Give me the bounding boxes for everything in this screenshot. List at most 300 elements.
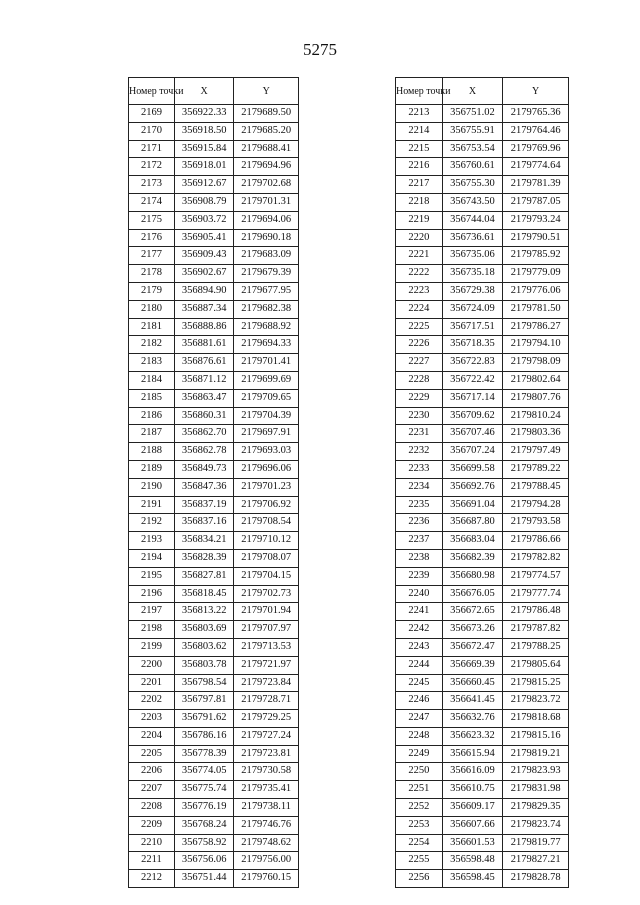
y-cell: 2179694.33 xyxy=(234,336,299,354)
point-number-cell: 2182 xyxy=(129,336,175,354)
y-cell: 2179803.36 xyxy=(503,425,569,443)
y-cell: 2179748.62 xyxy=(234,834,299,852)
header-point-number: Номер точки xyxy=(396,78,443,105)
table-row xyxy=(396,603,569,621)
x-cell: 356736.61 xyxy=(442,229,503,247)
point-number-cell: 2215 xyxy=(396,140,443,158)
point-number-cell: 2222 xyxy=(396,265,443,283)
point-number-cell: 2201 xyxy=(129,674,175,692)
header-x: X xyxy=(174,78,234,105)
x-cell: 356834.21 xyxy=(174,532,234,550)
point-number-cell: 2196 xyxy=(129,585,175,603)
table-row xyxy=(129,140,299,158)
point-number-cell: 2194 xyxy=(129,549,175,567)
table-row xyxy=(129,532,299,550)
y-cell: 2179810.24 xyxy=(503,407,569,425)
table-row xyxy=(396,371,569,389)
point-number-cell: 2191 xyxy=(129,496,175,514)
x-cell: 356751.44 xyxy=(174,870,234,888)
point-number-cell: 2240 xyxy=(396,585,443,603)
x-cell: 356669.39 xyxy=(442,656,503,674)
table-row xyxy=(396,389,569,407)
table-row xyxy=(129,389,299,407)
x-cell: 356699.58 xyxy=(442,460,503,478)
table-row xyxy=(129,443,299,461)
table-row xyxy=(396,799,569,817)
x-cell: 356717.14 xyxy=(442,389,503,407)
y-cell: 2179701.94 xyxy=(234,603,299,621)
x-cell: 356876.61 xyxy=(174,354,234,372)
y-cell: 2179706.92 xyxy=(234,496,299,514)
x-cell: 356847.36 xyxy=(174,478,234,496)
point-number-cell: 2179 xyxy=(129,282,175,300)
y-cell: 2179802.64 xyxy=(503,371,569,389)
x-cell: 356683.04 xyxy=(442,532,503,550)
table-row xyxy=(129,211,299,229)
point-number-cell: 2214 xyxy=(396,122,443,140)
table-header-row xyxy=(396,78,569,105)
table-row xyxy=(129,425,299,443)
y-cell: 2179679.39 xyxy=(234,265,299,283)
point-number-cell: 2230 xyxy=(396,407,443,425)
y-cell: 2179727.24 xyxy=(234,727,299,745)
y-cell: 2179694.96 xyxy=(234,158,299,176)
y-cell: 2179787.82 xyxy=(503,621,569,639)
table-row xyxy=(396,407,569,425)
x-cell: 356680.98 xyxy=(442,567,503,585)
point-number-cell: 2250 xyxy=(396,763,443,781)
x-cell: 356849.73 xyxy=(174,460,234,478)
point-number-cell: 2203 xyxy=(129,710,175,728)
point-number-cell: 2173 xyxy=(129,176,175,194)
table-row xyxy=(129,336,299,354)
y-cell: 2179815.25 xyxy=(503,674,569,692)
x-cell: 356888.86 xyxy=(174,318,234,336)
x-cell: 356722.83 xyxy=(442,354,503,372)
y-cell: 2179774.64 xyxy=(503,158,569,176)
y-cell: 2179683.09 xyxy=(234,247,299,265)
y-cell: 2179786.48 xyxy=(503,603,569,621)
y-cell: 2179682.38 xyxy=(234,300,299,318)
point-number-cell: 2242 xyxy=(396,621,443,639)
x-cell: 356601.53 xyxy=(442,834,503,852)
table-row xyxy=(129,371,299,389)
point-number-cell: 2180 xyxy=(129,300,175,318)
point-number-cell: 2212 xyxy=(129,870,175,888)
table-row xyxy=(129,870,299,888)
point-number-cell: 2220 xyxy=(396,229,443,247)
table-row xyxy=(129,496,299,514)
point-number-cell: 2234 xyxy=(396,478,443,496)
y-cell: 2179781.39 xyxy=(503,176,569,194)
table-row xyxy=(396,585,569,603)
y-cell: 2179776.06 xyxy=(503,282,569,300)
point-number-cell: 2217 xyxy=(396,176,443,194)
table-row xyxy=(129,567,299,585)
x-cell: 356615.94 xyxy=(442,745,503,763)
table-header-row xyxy=(129,78,299,105)
point-number-cell: 2175 xyxy=(129,211,175,229)
x-cell: 356623.32 xyxy=(442,727,503,745)
point-number-cell: 2216 xyxy=(396,158,443,176)
point-number-cell: 2232 xyxy=(396,443,443,461)
y-cell: 2179693.03 xyxy=(234,443,299,461)
y-cell: 2179790.51 xyxy=(503,229,569,247)
table-row xyxy=(396,852,569,870)
x-cell: 356758.92 xyxy=(174,834,234,852)
x-cell: 356775.74 xyxy=(174,781,234,799)
x-cell: 356798.54 xyxy=(174,674,234,692)
y-cell: 2179688.41 xyxy=(234,140,299,158)
table-row xyxy=(129,282,299,300)
y-cell: 2179723.81 xyxy=(234,745,299,763)
x-cell: 356729.38 xyxy=(442,282,503,300)
y-cell: 2179746.76 xyxy=(234,816,299,834)
table-row xyxy=(396,514,569,532)
table-row xyxy=(129,781,299,799)
y-cell: 2179789.22 xyxy=(503,460,569,478)
point-number-cell: 2188 xyxy=(129,443,175,461)
x-cell: 356871.12 xyxy=(174,371,234,389)
coordinates-table-right xyxy=(395,77,569,888)
x-cell: 356881.61 xyxy=(174,336,234,354)
y-cell: 2179756.00 xyxy=(234,852,299,870)
y-cell: 2179807.76 xyxy=(503,389,569,407)
y-cell: 2179788.25 xyxy=(503,638,569,656)
table-row xyxy=(129,407,299,425)
x-cell: 356722.42 xyxy=(442,371,503,389)
x-cell: 356755.30 xyxy=(442,176,503,194)
point-number-cell: 2202 xyxy=(129,692,175,710)
y-cell: 2179760.15 xyxy=(234,870,299,888)
point-number-cell: 2224 xyxy=(396,300,443,318)
point-number-cell: 2192 xyxy=(129,514,175,532)
table-row xyxy=(129,300,299,318)
point-number-cell: 2169 xyxy=(129,105,175,123)
point-number-cell: 2226 xyxy=(396,336,443,354)
y-cell: 2179738.11 xyxy=(234,799,299,817)
y-cell: 2179723.84 xyxy=(234,674,299,692)
y-cell: 2179819.77 xyxy=(503,834,569,852)
y-cell: 2179690.18 xyxy=(234,229,299,247)
x-cell: 356837.19 xyxy=(174,496,234,514)
point-number-cell: 2195 xyxy=(129,567,175,585)
page-number: 5275 xyxy=(303,40,337,59)
table-row xyxy=(396,336,569,354)
x-cell: 356718.35 xyxy=(442,336,503,354)
table-row xyxy=(129,852,299,870)
table-row xyxy=(396,816,569,834)
x-cell: 356682.39 xyxy=(442,549,503,567)
x-cell: 356860.31 xyxy=(174,407,234,425)
point-number-cell: 2231 xyxy=(396,425,443,443)
header-y: Y xyxy=(234,78,299,105)
table-row xyxy=(129,193,299,211)
table-row xyxy=(396,496,569,514)
point-number-cell: 2171 xyxy=(129,140,175,158)
point-number-cell: 2251 xyxy=(396,781,443,799)
y-cell: 2179708.54 xyxy=(234,514,299,532)
x-cell: 356753.54 xyxy=(442,140,503,158)
table-row xyxy=(129,122,299,140)
table-row xyxy=(129,176,299,194)
table-row xyxy=(396,122,569,140)
table-row xyxy=(129,354,299,372)
table-row xyxy=(396,781,569,799)
y-cell: 2179685.20 xyxy=(234,122,299,140)
y-cell: 2179697.91 xyxy=(234,425,299,443)
x-cell: 356632.76 xyxy=(442,710,503,728)
y-cell: 2179735.41 xyxy=(234,781,299,799)
point-number-cell: 2237 xyxy=(396,532,443,550)
point-number-cell: 2174 xyxy=(129,193,175,211)
y-cell: 2179794.28 xyxy=(503,496,569,514)
table-row xyxy=(129,621,299,639)
y-cell: 2179823.93 xyxy=(503,763,569,781)
table-row xyxy=(396,763,569,781)
y-cell: 2179689.50 xyxy=(234,105,299,123)
x-cell: 356902.67 xyxy=(174,265,234,283)
y-cell: 2179702.73 xyxy=(234,585,299,603)
x-cell: 356743.50 xyxy=(442,193,503,211)
y-cell: 2179823.74 xyxy=(503,816,569,834)
point-number-cell: 2183 xyxy=(129,354,175,372)
x-cell: 356760.61 xyxy=(442,158,503,176)
y-cell: 2179701.41 xyxy=(234,354,299,372)
y-cell: 2179786.27 xyxy=(503,318,569,336)
y-cell: 2179823.72 xyxy=(503,692,569,710)
x-cell: 356756.06 xyxy=(174,852,234,870)
point-number-cell: 2206 xyxy=(129,763,175,781)
y-cell: 2179805.64 xyxy=(503,656,569,674)
table-row xyxy=(129,158,299,176)
x-cell: 356717.51 xyxy=(442,318,503,336)
table-row xyxy=(129,710,299,728)
x-cell: 356837.16 xyxy=(174,514,234,532)
point-number-cell: 2241 xyxy=(396,603,443,621)
x-cell: 356803.78 xyxy=(174,656,234,674)
y-cell: 2179694.06 xyxy=(234,211,299,229)
table-row xyxy=(396,674,569,692)
point-number-cell: 2184 xyxy=(129,371,175,389)
y-cell: 2179728.71 xyxy=(234,692,299,710)
table-row xyxy=(396,549,569,567)
point-number-cell: 2235 xyxy=(396,496,443,514)
x-cell: 356735.06 xyxy=(442,247,503,265)
y-cell: 2179696.06 xyxy=(234,460,299,478)
x-cell: 356598.48 xyxy=(442,852,503,870)
x-cell: 356691.04 xyxy=(442,496,503,514)
point-number-cell: 2256 xyxy=(396,870,443,888)
point-number-cell: 2204 xyxy=(129,727,175,745)
table-row xyxy=(129,727,299,745)
point-number-cell: 2229 xyxy=(396,389,443,407)
y-cell: 2179730.58 xyxy=(234,763,299,781)
header-x: X xyxy=(442,78,503,105)
x-cell: 356803.69 xyxy=(174,621,234,639)
x-cell: 356768.24 xyxy=(174,816,234,834)
x-cell: 356909.43 xyxy=(174,247,234,265)
point-number-cell: 2193 xyxy=(129,532,175,550)
point-number-cell: 2248 xyxy=(396,727,443,745)
table-row xyxy=(129,638,299,656)
table-row xyxy=(129,603,299,621)
x-cell: 356918.50 xyxy=(174,122,234,140)
y-cell: 2179815.16 xyxy=(503,727,569,745)
x-cell: 356607.66 xyxy=(442,816,503,834)
table-row xyxy=(396,692,569,710)
table-row xyxy=(129,460,299,478)
x-cell: 356609.17 xyxy=(442,799,503,817)
x-cell: 356828.39 xyxy=(174,549,234,567)
x-cell: 356751.02 xyxy=(442,105,503,123)
point-number-cell: 2208 xyxy=(129,799,175,817)
y-cell: 2179831.98 xyxy=(503,781,569,799)
y-cell: 2179827.21 xyxy=(503,852,569,870)
x-cell: 356610.75 xyxy=(442,781,503,799)
x-cell: 356692.76 xyxy=(442,478,503,496)
y-cell: 2179774.57 xyxy=(503,567,569,585)
x-cell: 356905.41 xyxy=(174,229,234,247)
point-number-cell: 2187 xyxy=(129,425,175,443)
x-cell: 356908.79 xyxy=(174,193,234,211)
table-row xyxy=(396,105,569,123)
x-cell: 356709.62 xyxy=(442,407,503,425)
x-cell: 356724.09 xyxy=(442,300,503,318)
point-number-cell: 2207 xyxy=(129,781,175,799)
y-cell: 2179828.78 xyxy=(503,870,569,888)
point-number-cell: 2177 xyxy=(129,247,175,265)
header-y: Y xyxy=(503,78,569,105)
point-number-cell: 2181 xyxy=(129,318,175,336)
table-row xyxy=(129,745,299,763)
table-row xyxy=(396,193,569,211)
coordinates-table-left xyxy=(128,77,299,888)
y-cell: 2179777.74 xyxy=(503,585,569,603)
x-cell: 356786.16 xyxy=(174,727,234,745)
y-cell: 2179707.97 xyxy=(234,621,299,639)
x-cell: 356818.45 xyxy=(174,585,234,603)
y-cell: 2179788.45 xyxy=(503,478,569,496)
x-cell: 356660.45 xyxy=(442,674,503,692)
point-number-cell: 2178 xyxy=(129,265,175,283)
x-cell: 356673.26 xyxy=(442,621,503,639)
table-row xyxy=(129,229,299,247)
x-cell: 356778.39 xyxy=(174,745,234,763)
y-cell: 2179710.12 xyxy=(234,532,299,550)
y-cell: 2179793.24 xyxy=(503,211,569,229)
point-number-cell: 2249 xyxy=(396,745,443,763)
x-cell: 356641.45 xyxy=(442,692,503,710)
x-cell: 356672.47 xyxy=(442,638,503,656)
point-number-cell: 2218 xyxy=(396,193,443,211)
table-row xyxy=(396,247,569,265)
point-number-cell: 2211 xyxy=(129,852,175,870)
point-number-cell: 2185 xyxy=(129,389,175,407)
point-number-cell: 2246 xyxy=(396,692,443,710)
table-row xyxy=(396,140,569,158)
x-cell: 356707.46 xyxy=(442,425,503,443)
table-row xyxy=(396,834,569,852)
table-row xyxy=(129,105,299,123)
y-cell: 2179702.68 xyxy=(234,176,299,194)
table-row xyxy=(129,514,299,532)
table-row xyxy=(396,745,569,763)
table-row xyxy=(396,727,569,745)
x-cell: 356797.81 xyxy=(174,692,234,710)
y-cell: 2179819.21 xyxy=(503,745,569,763)
y-cell: 2179701.23 xyxy=(234,478,299,496)
table-row xyxy=(396,425,569,443)
x-cell: 356813.22 xyxy=(174,603,234,621)
y-cell: 2179708.07 xyxy=(234,549,299,567)
table-row xyxy=(396,211,569,229)
point-number-cell: 2254 xyxy=(396,834,443,852)
table-row xyxy=(129,674,299,692)
x-cell: 356894.90 xyxy=(174,282,234,300)
point-number-cell: 2209 xyxy=(129,816,175,834)
x-cell: 356776.19 xyxy=(174,799,234,817)
y-cell: 2179786.66 xyxy=(503,532,569,550)
y-cell: 2179701.31 xyxy=(234,193,299,211)
table-row xyxy=(396,710,569,728)
table-row xyxy=(396,638,569,656)
x-cell: 356598.45 xyxy=(442,870,503,888)
table-row xyxy=(129,585,299,603)
point-number-cell: 2233 xyxy=(396,460,443,478)
y-cell: 2179709.65 xyxy=(234,389,299,407)
point-number-cell: 2236 xyxy=(396,514,443,532)
table-row xyxy=(129,265,299,283)
point-number-cell: 2210 xyxy=(129,834,175,852)
point-number-cell: 2223 xyxy=(396,282,443,300)
point-number-cell: 2172 xyxy=(129,158,175,176)
table-row xyxy=(129,799,299,817)
point-number-cell: 2245 xyxy=(396,674,443,692)
point-number-cell: 2170 xyxy=(129,122,175,140)
point-number-cell: 2219 xyxy=(396,211,443,229)
table-row xyxy=(396,621,569,639)
y-cell: 2179787.05 xyxy=(503,193,569,211)
y-cell: 2179785.92 xyxy=(503,247,569,265)
y-cell: 2179764.46 xyxy=(503,122,569,140)
table-row xyxy=(129,816,299,834)
table-row xyxy=(396,265,569,283)
table-row xyxy=(129,478,299,496)
y-cell: 2179699.69 xyxy=(234,371,299,389)
y-cell: 2179793.58 xyxy=(503,514,569,532)
point-number-cell: 2253 xyxy=(396,816,443,834)
point-number-cell: 2197 xyxy=(129,603,175,621)
y-cell: 2179797.49 xyxy=(503,443,569,461)
table-row xyxy=(129,763,299,781)
y-cell: 2179677.95 xyxy=(234,282,299,300)
point-number-cell: 2255 xyxy=(396,852,443,870)
x-cell: 356687.80 xyxy=(442,514,503,532)
table-row xyxy=(396,229,569,247)
header-point-number: Номер точки xyxy=(129,78,175,105)
table-row xyxy=(129,247,299,265)
table-row xyxy=(396,478,569,496)
point-number-cell: 2228 xyxy=(396,371,443,389)
y-cell: 2179704.39 xyxy=(234,407,299,425)
y-cell: 2179779.09 xyxy=(503,265,569,283)
point-number-cell: 2213 xyxy=(396,105,443,123)
point-number-cell: 2243 xyxy=(396,638,443,656)
point-number-cell: 2186 xyxy=(129,407,175,425)
table-row xyxy=(396,158,569,176)
x-cell: 356827.81 xyxy=(174,567,234,585)
